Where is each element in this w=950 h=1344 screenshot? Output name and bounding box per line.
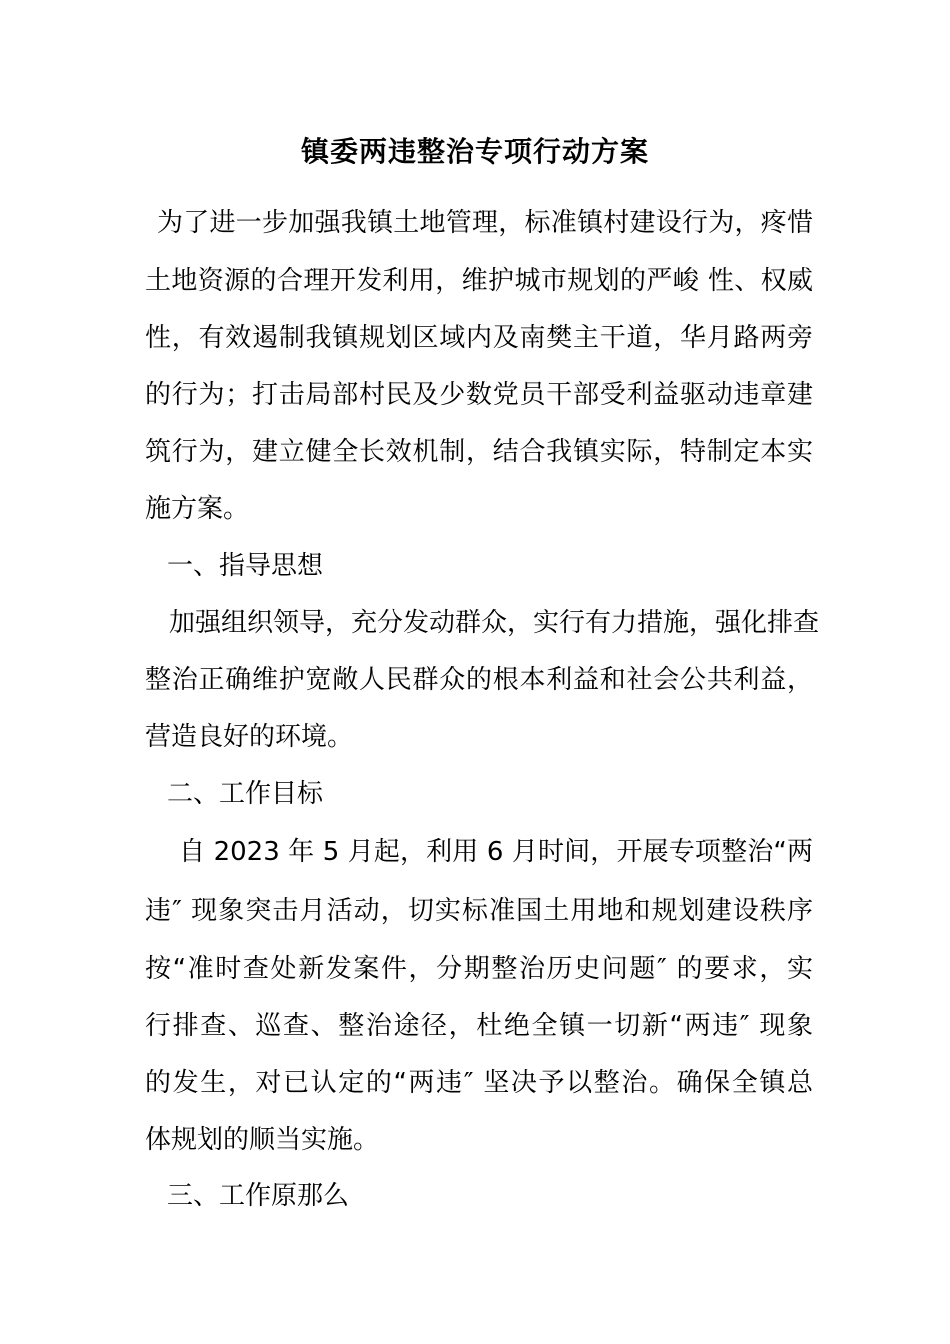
paragraph-line: 性，有效遏制我镇规划区域内及南樊主干道，华月路两旁	[145, 323, 813, 353]
paragraph-line: 加强组织领导，充分发动群众，实行有力措施，强化排查	[169, 608, 820, 638]
paragraph-line: 整治正确维护宽敞人民群众的根本利益和社会公共利益，	[145, 665, 813, 695]
paragraph-line: 土地资源的合理开发利用，维护城市规划的严峻 性、权威	[145, 266, 813, 296]
section-heading: 三、工作原那么	[167, 1181, 350, 1211]
paragraph-line: 为了进一步加强我镇土地管理，标准镇村建设行为，疼惜	[157, 208, 813, 238]
section-heading: 一、指导思想	[167, 551, 324, 581]
paragraph-line: 按“准时查处新发案件，分期整治历史问题″ 的要求，实	[145, 954, 813, 984]
paragraph-line: 筑行为，建立健全长效机制，结合我镇实际，特制定本实	[145, 437, 813, 467]
paragraph-line: 营造良好的环境。	[145, 722, 354, 752]
paragraph-line: 违″ 现象突击月活动，切实标准国土用地和规划建设秩序	[145, 896, 813, 926]
paragraph-line: 施方案。	[145, 494, 250, 524]
paragraph-line: 的发生，对已认定的“两违″ 坚决予以整治。确保全镇总	[145, 1068, 813, 1098]
section-heading: 二、工作目标	[167, 779, 324, 809]
document-title: 镇委两违整治专项行动方案	[300, 135, 649, 168]
paragraph-line: 自 2023 年 5 月起，利用 6 月时间，开展专项整治“两	[179, 837, 813, 867]
paragraph-line: 体规划的顺当实施。	[145, 1125, 380, 1155]
paragraph-line: 行排查、巡查、整治途径，杜绝全镇一切新“两违″ 现象	[145, 1011, 813, 1041]
paragraph-line: 的行为；打击局部村民及少数党员干部受利益驱动违章建	[145, 380, 813, 410]
